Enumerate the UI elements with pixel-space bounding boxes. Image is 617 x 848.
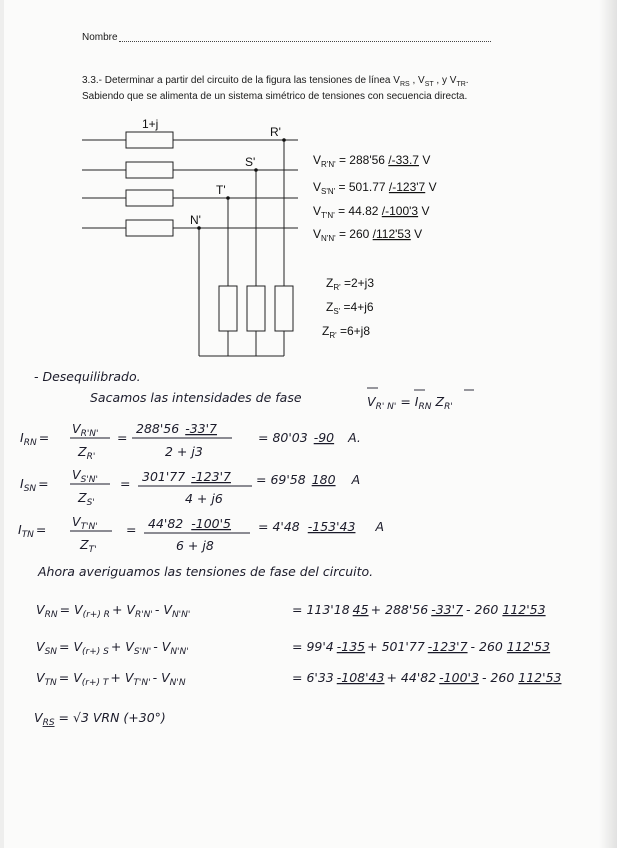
load-z3: $Z_{R'} =6+j8$: [322, 324, 371, 340]
hw-ohm-law: $V_{R' N'} = I_{RN}$ $Z_{R'}$: [367, 394, 453, 412]
impedance-label: 1+j: [142, 117, 159, 131]
problem-statement-line1: 3.3.- Determinar a partir del circuito de la figura las tensiones de línea $V_{RS}$ , $V_{ST}$ , y $V_{TR}$.: [82, 75, 469, 88]
voltage-rn: $V_{R'N'} = 288'56$ /-33.7 V: [313, 153, 431, 169]
line-impedance-s: [126, 162, 173, 178]
hw-vtn: [36, 670, 562, 688]
svg-text:VS'N': $V_{S'N'}$: [72, 467, 98, 485]
svg-text:6 + j8: 6 + j8: [176, 538, 214, 553]
svg-text:=: =: [126, 522, 137, 537]
svg-text:IRN=: $I_{RN}$ =: [20, 430, 50, 448]
node-label-r: R': [270, 125, 281, 139]
node-label-n: N': [190, 213, 201, 227]
svg-text:=: =: [120, 476, 131, 491]
hw-vrn: [36, 602, 546, 620]
svg-text:2 + j3: 2 + j3: [165, 444, 203, 459]
svg-text:ITN=: $I_{TN}$ =: [18, 522, 47, 540]
svg-text:44'82-100'5: 44'82 -100'5: [148, 516, 232, 531]
svg-text:= 6'33-108'43+ 44'82-100'3- 26: = 6'33 -108'43 + 44'82 -100'3 - 260 112'53: [292, 670, 562, 685]
line-impedance-n: [126, 220, 173, 236]
svg-text:VT'N': $V_{T'N'}$: [72, 514, 98, 532]
svg-text:VRN= V(r+) R+ VR'N'- VN'N': $V_{RN} = V_{(r+) R} + V_{R'N'} - V_{N'N'}$: [36, 602, 191, 620]
hw-isn: [20, 467, 360, 508]
handwritten-solution: [18, 369, 562, 728]
voltage-nn: $V_{N'N'} = 260$ /112'53 V: [313, 227, 423, 243]
circuit-dots: [197, 138, 286, 230]
load-z1: $Z_{R'} =2+j3$: [326, 276, 375, 292]
line-impedance-t: [126, 190, 173, 206]
load-impedance-1: [219, 286, 237, 331]
hw-ahora: Ahora averiguamos las tensiones de fase del circuito.: [38, 564, 374, 579]
svg-text:= 113'1845+ 288'56-33'7- 26011: = 113'18 45 + 288'56 -33'7 - 260 112'53: [292, 602, 546, 617]
line-impedance-r: [126, 132, 173, 148]
svg-text:ZS': $Z_{S'}$: [78, 490, 95, 508]
hw-itn: [18, 514, 384, 555]
svg-text:ISN=: $I_{SN}$ =: [20, 476, 49, 494]
svg-text:301'77-123'7: 301'77 -123'7: [142, 469, 231, 484]
hw-vrs: $V_{RS} = √3$ VRN (+30°): [34, 710, 166, 728]
hw-vsn: [36, 639, 550, 657]
hw-title: - Desequilibrado.: [34, 369, 141, 384]
voltage-tn: $V_{T'N'} = 44.82$ /-100'3 V: [313, 204, 430, 220]
hw-intro: Sacamos las intensidades de fase: [90, 390, 302, 405]
svg-text:= 69'58180A: = 69'58 180 A: [256, 472, 361, 487]
voltage-list: [313, 153, 437, 243]
svg-text:ZR': $Z_{R'}$: [78, 444, 96, 462]
node-label-t: T': [216, 183, 226, 197]
load-impedance-3: [275, 286, 293, 331]
svg-text:VTN= V(r+) T+ VT'N'- VN'N: $V_{TN} = V_{(r+) T} + V_{T'N'} - V_{N'N}$: [36, 670, 186, 688]
svg-text:VR'N': $V_{R'N'}$: [72, 421, 99, 439]
svg-text:= 80'03-90A.: = 80'03 -90 A.: [258, 430, 361, 445]
svg-text:4 + j6: 4 + j6: [185, 491, 223, 506]
name-label: Nombre: [82, 32, 118, 43]
svg-text:= 4'48-153'43A: = 4'48 -153'43 A: [258, 519, 385, 534]
load-list: [322, 276, 374, 340]
svg-text:VSN= V(r+) S+ VS'N'- VN'N': $V_{SN} = V_{(r+) S} + V_{S'N'} - V_{N'N'}$: [36, 639, 189, 657]
node-label-s: S': [245, 155, 256, 169]
svg-text:=: =: [117, 430, 128, 445]
problem-statement-line2: Sabiendo que se alimenta de un sistema simétrico de tensiones con secuencia directa.: [82, 91, 468, 102]
load-z2: $Z_{S'} =4+j6$: [326, 300, 374, 316]
hw-irn: [20, 421, 361, 462]
circuit-diagram: [82, 132, 298, 356]
load-impedance-2: [247, 286, 265, 331]
svg-text:ZT': $Z_{T'}$: [80, 537, 97, 555]
svg-text:= 99'4-135+ 501'77-123'7- 2601: = 99'4 -135 + 501'77 -123'7 - 260 112'53: [292, 639, 551, 654]
svg-text:288'56-33'7: 288'56 -33'7: [136, 421, 218, 436]
voltage-sn: $V_{S'N'} = 501.77$ /-123'7 V: [313, 180, 437, 196]
